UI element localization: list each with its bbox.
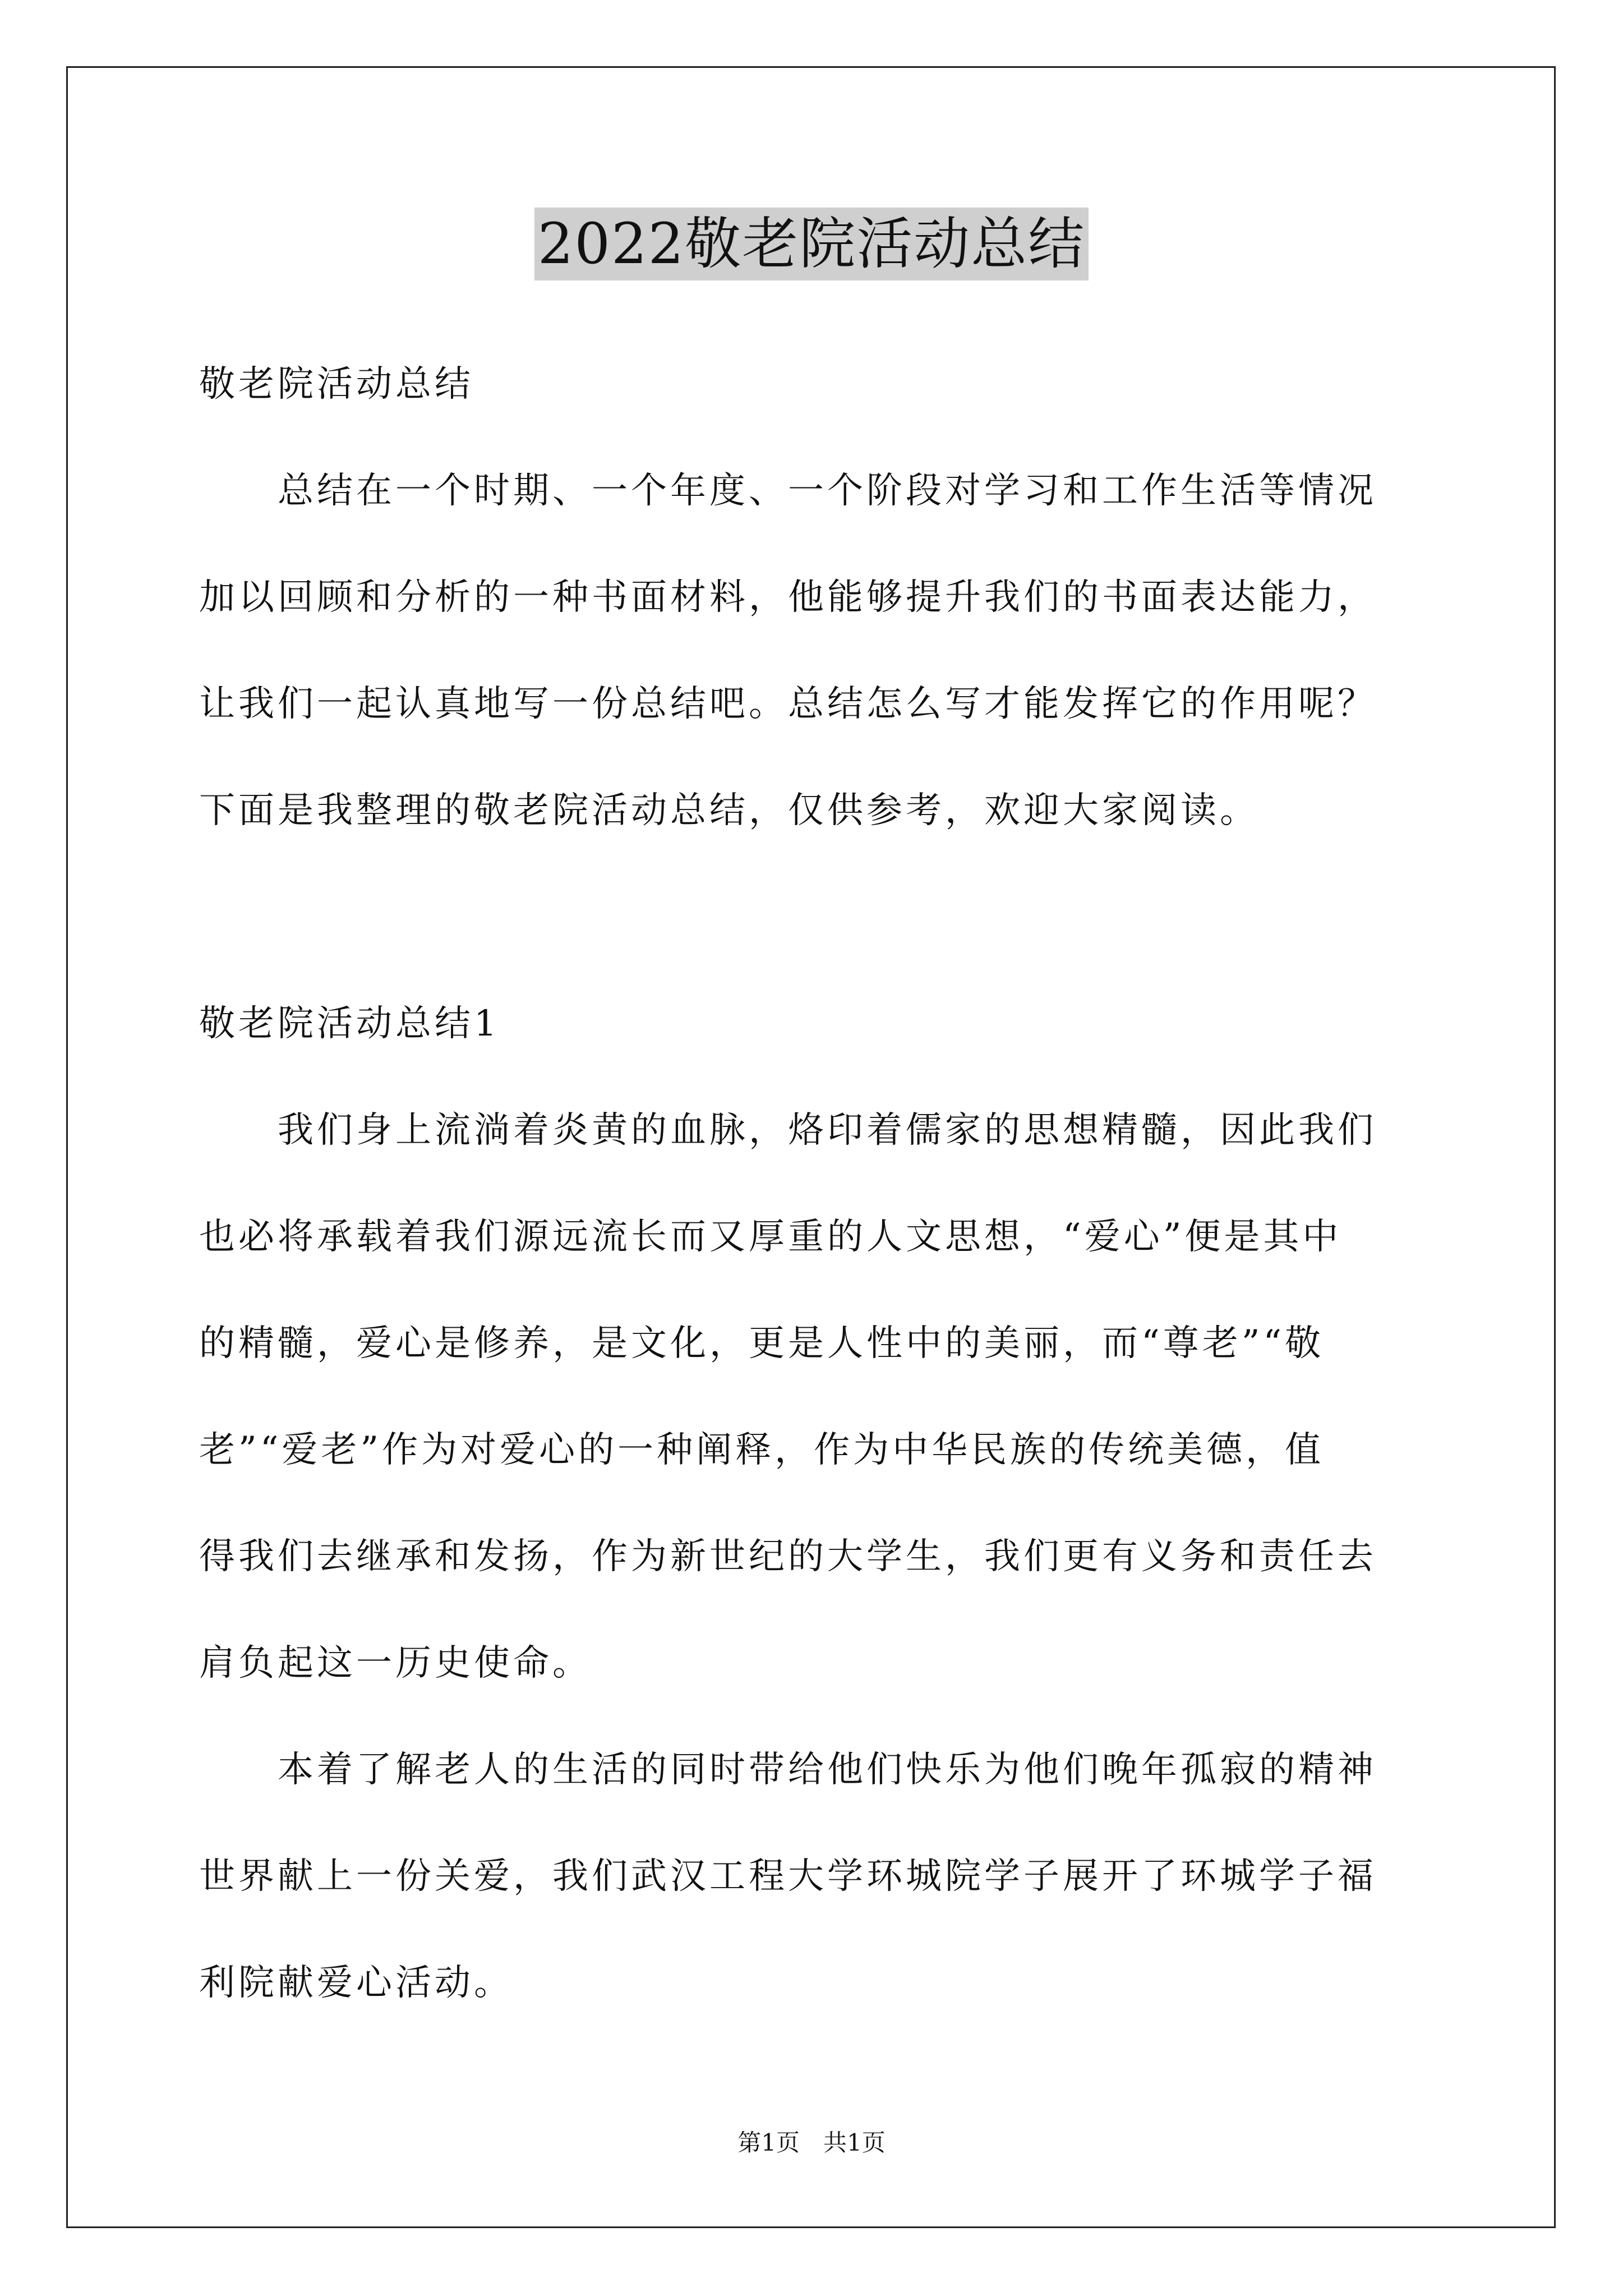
intro-line-3: 让我们一起认真地写一份总结吧。总结怎么写才能发挥它的作用呢？ <box>199 683 1377 725</box>
subtitle: 敬老院活动总结 <box>199 364 474 405</box>
section-heading: 敬老院活动总结1 <box>199 1003 500 1045</box>
para1-line-2: 也必将承载着我们源远流长而又厚重的人文思想，“爱心”便是其中 <box>199 1216 1342 1258</box>
para1-line-5: 得我们去继承和发扬，作为新世纪的大学生，我们更有义务和责任去 <box>199 1536 1377 1577</box>
section-spacer <box>199 864 1433 970</box>
para2-line-2: 世界献上一份关爱，我们武汉工程大学环城院学子展开了环城学子福 <box>199 1856 1377 1897</box>
document-title: 2022敬老院活动总结 <box>534 208 1089 280</box>
intro-line-4: 下面是我整理的敬老院活动总结，仅供参考，欢迎大家阅读。 <box>199 790 1259 831</box>
para1-line-6: 肩负起这一历史使命。 <box>199 1642 592 1684</box>
para2-line-3: 利院献爱心活动。 <box>199 1962 513 2004</box>
page-footer <box>0 2126 1623 2160</box>
intro-line-2: 加以回顾和分析的一种书面材料，他能够提升我们的书面表达能力， <box>199 577 1377 618</box>
para1-line-1: 我们身上流淌着炎黄的血脉，烙印着儒家的思想精髓，因此我们 <box>278 1110 1377 1151</box>
para1-line-3: 的精髓，爱心是修养，是文化，更是人性中的美丽，而“尊老”“敬 <box>199 1323 1325 1364</box>
para1-line-4: 老”“爱老”作为对爱心的一种阐释，作为中华民族的传统美德，值 <box>199 1429 1325 1471</box>
title-container <box>0 208 1623 280</box>
intro-line-1: 总结在一个时期、一个年度、一个阶段对学习和工作生活等情况 <box>278 470 1377 512</box>
document-body <box>199 331 1433 2036</box>
page-number: 第1页 共1页 <box>737 2129 886 2156</box>
para2-line-1: 本着了解老人的生活的同时带给他们快乐为他们晚年孤寂的精神 <box>278 1749 1377 1791</box>
